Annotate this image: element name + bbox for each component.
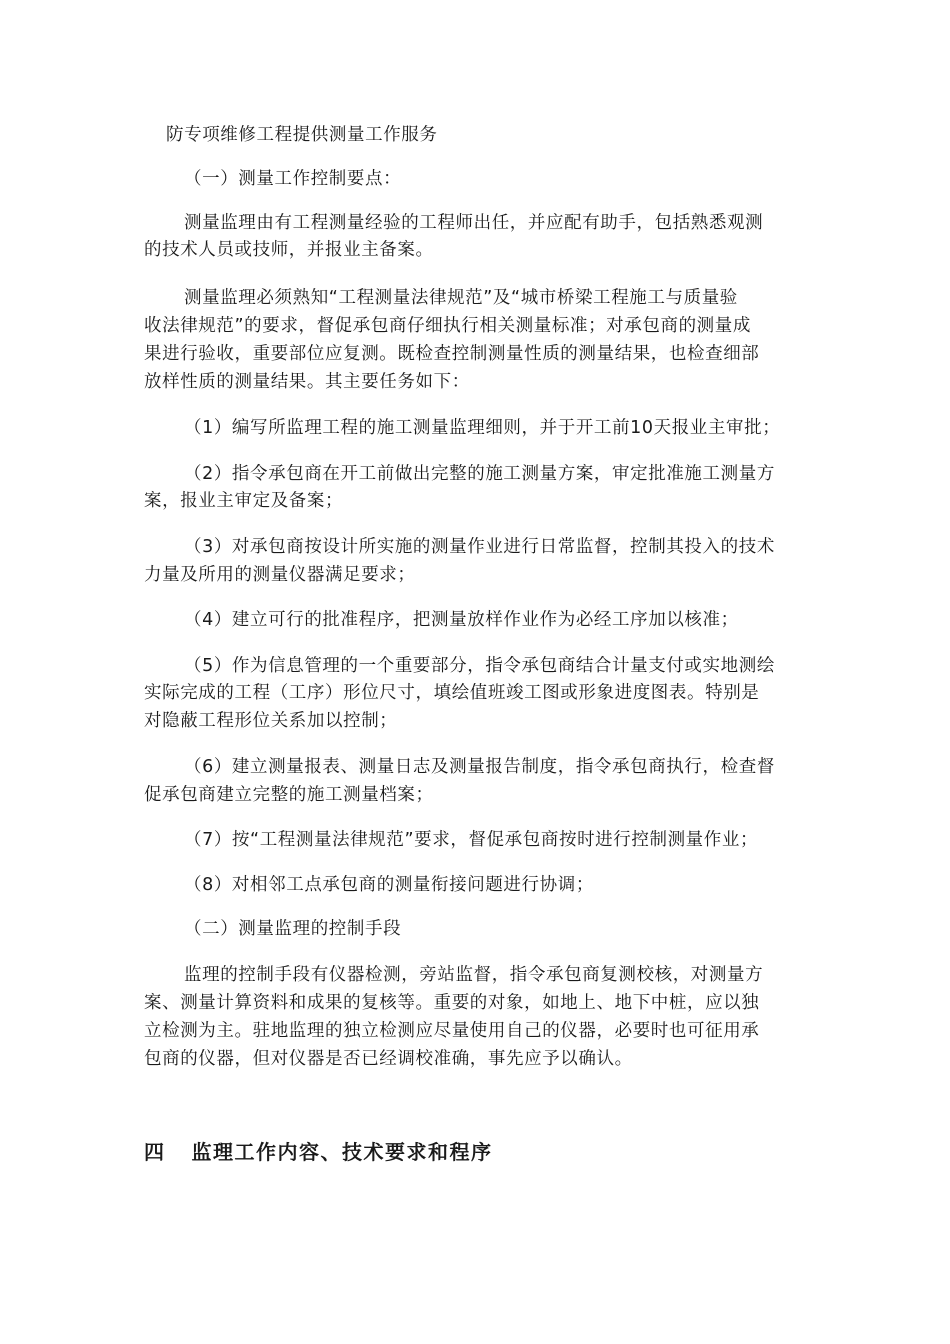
text-line: 案、测量计算资料和成果的复核等。重要的对象，如地上、地下中桩，应以独 <box>144 993 760 1013</box>
text-line: 测量监理必须熟知“工程测量法律规范”及“城市桥梁工程施工与质量验 <box>184 288 738 308</box>
list-item-5: （5）作为信息管理的一个重要部分，指令承包商结合计量支付或实地测绘 <box>184 656 775 676</box>
list-item-6: （6）建立测量报表、测量日志及测量报告制度，指令承包商执行，检查督 <box>184 757 775 777</box>
text-line: 立检测为主。驻地监理的独立检测应尽量使用自己的仪器，必要时也可征用承 <box>144 1021 760 1041</box>
text-line: 包商的仪器，但对仪器是否已经调校准确，事先应予以确认。 <box>144 1049 633 1069</box>
list-item-7: （7）按“工程测量法律规范”要求，督促承包商按时进行控制测量作业； <box>184 830 759 850</box>
list-item-4: （4）建立可行的批准程序，把测量放样作业作为必经工序加以核准； <box>184 610 739 630</box>
text-line: 监理的控制手段有仪器检测，旁站监督，指令承包商复测校核，对测量方 <box>184 965 764 985</box>
text-line: 果进行验收，重要部位应复测。既检查控制测量性质的测量结果，也检查细部 <box>144 344 760 364</box>
list-item-1: （1）编写所监理工程的施工测量监理细则，并于开工前10天报业主审批； <box>184 418 781 438</box>
section-heading <box>144 1136 493 1165</box>
list-item-2: （2）指令承包商在开工前做出完整的施工测量方案，审定批准施工测量方 <box>184 464 775 484</box>
text-line: 对隐蔽工程形位关系加以控制； <box>144 711 398 731</box>
list-item-3: （3）对承包商按设计所实施的测量作业进行日常监督，控制其投入的技术 <box>184 537 775 557</box>
text-line: 放样性质的测量结果。其主要任务如下： <box>144 372 470 392</box>
text-line: 案，报业主审定及备案； <box>144 491 344 511</box>
section-title: 监理工作内容、技术要求和程序 <box>191 1140 493 1164</box>
text-line: 促承包商建立完整的施工测量档案； <box>144 785 434 805</box>
subheading-control-points: （一）测量工作控制要点： <box>184 169 402 189</box>
section-number: 四 <box>144 1140 166 1164</box>
text-line: 防专项维修工程提供测量工作服务 <box>166 125 438 145</box>
text-line: 收法律规范”的要求，督促承包商仔细执行相关测量标准；对承包商的测量成 <box>144 316 751 336</box>
text-line: 的技术人员或技师，并报业主备案。 <box>144 240 434 260</box>
subheading-control-means: （二）测量监理的控制手段 <box>184 919 402 939</box>
list-item-8: （8）对相邻工点承包商的测量衔接问题进行协调； <box>184 875 594 895</box>
text-line: 实际完成的工程（工序）形位尺寸，填绘值班竣工图或形象进度图表。特别是 <box>144 683 760 703</box>
text-line: 力量及所用的测量仪器满足要求； <box>144 565 416 585</box>
text-line: 测量监理由有工程测量经验的工程师出任，并应配有助手，包括熟悉观测 <box>184 213 764 233</box>
